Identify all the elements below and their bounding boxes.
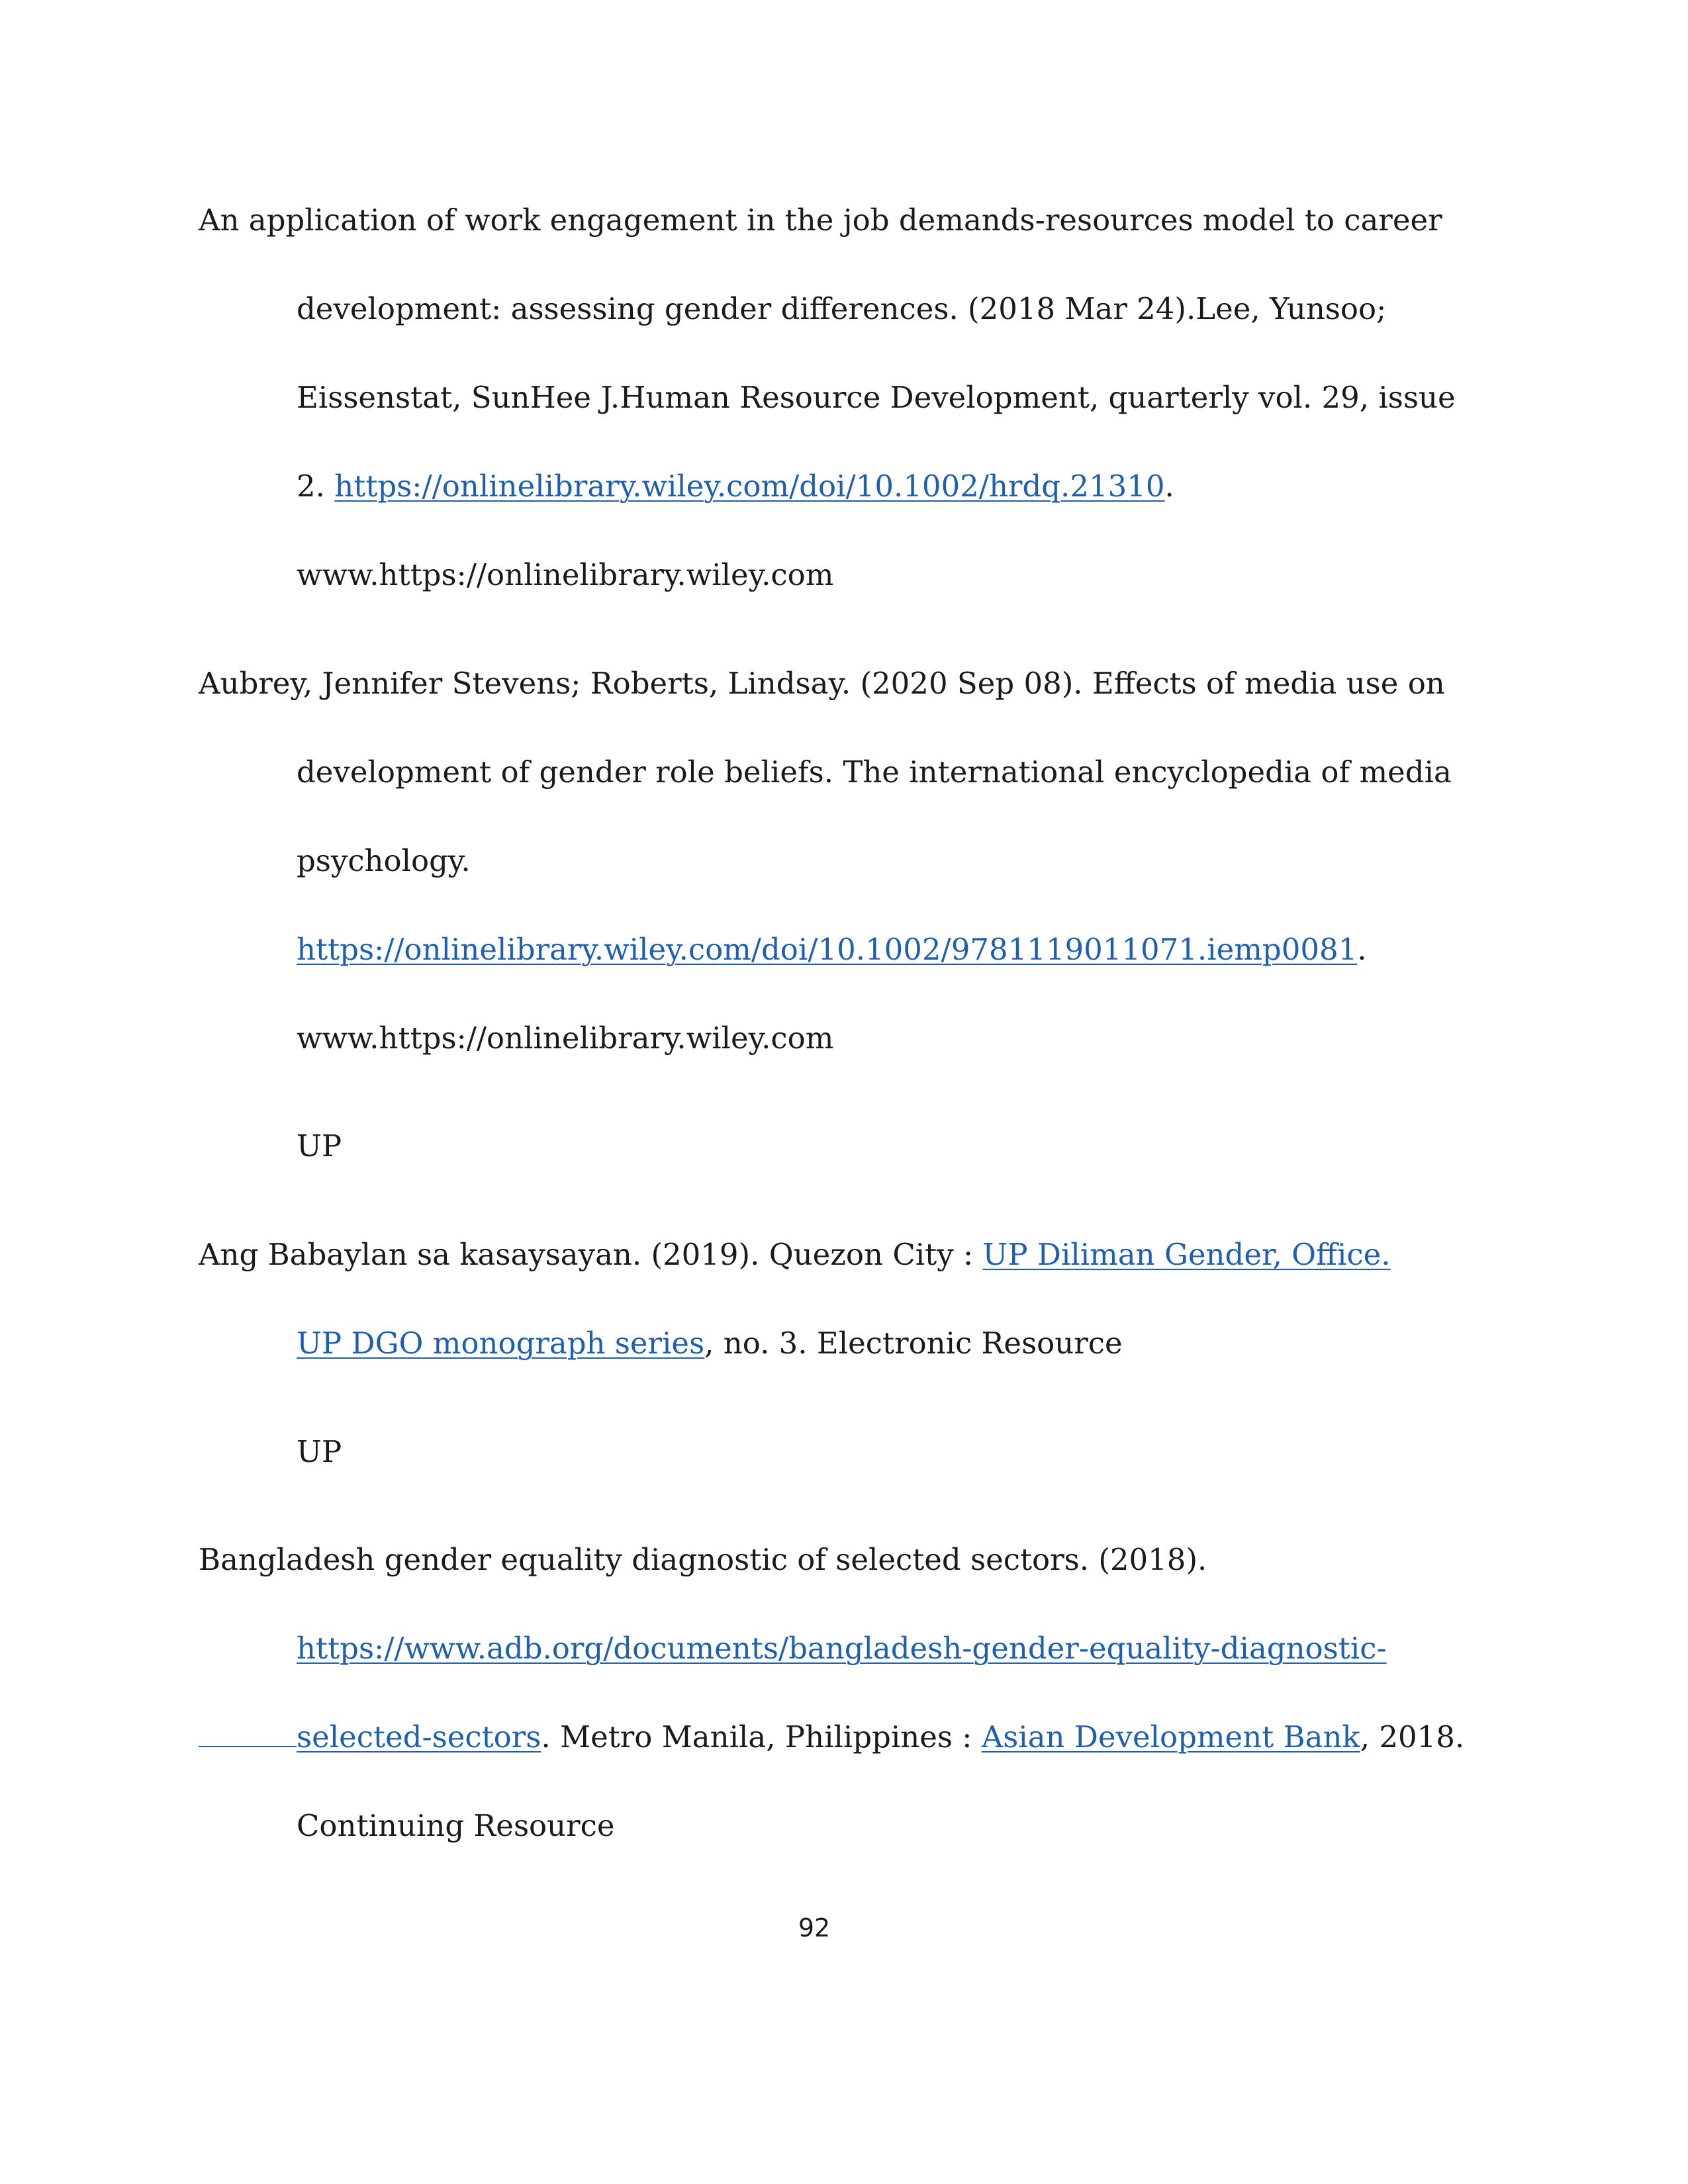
ref4-line1: Bangladesh gender equality diagnostic of selected sectors. (2018). [199,1542,1207,1577]
ref2-line3: psychology. [297,843,471,878]
ref1-line1: An application of work engagement in the job demands-resources model to career [199,203,1442,238]
ref3-line3: UP [297,1434,342,1469]
ref2-doi-link[interactable]: https://onlinelibrary.wiley.com/doi/10.1002/9781119011071.iemp0081 [297,932,1358,967]
ref4-url-link[interactable]: https://www.adb.org/documents/bangladesh-gender-equality-diagnostic- [297,1631,1387,1666]
ref4-line3-suffix: , 2018. [1360,1719,1465,1754]
ref4-line2 [297,1630,1387,1667]
ref3-line2-suffix: , no. 3. Electronic Resource [704,1326,1123,1361]
ref1-line4 [297,468,1174,505]
ref3-line2 [297,1325,1123,1362]
ref1-line5: www.https://onlinelibrary.wiley.com [297,557,834,592]
ref2-line1: Aubrey, Jennifer Stevens; Roberts, Lindsay. (2020 Sep 08). Effects of media use on [199,666,1445,701]
ref4-line4: Continuing Resource [297,1808,615,1843]
ref1-doi-link[interactable]: https://onlinelibrary.wiley.com/doi/10.1002/hrdq.21310 [334,469,1165,504]
ref1-line2: development: assessing gender differences. (2018 Mar 24).Lee, Yunsoo; [297,291,1387,326]
ref2-line4 [297,931,1367,968]
ref1-line4-prefix: 2. [297,469,335,504]
ref2-line6: UP [297,1128,342,1163]
ref4-line3 [199,1719,1464,1756]
ref2-line5: www.https://onlinelibrary.wiley.com [297,1021,834,1056]
ref4-publisher-link[interactable]: Asian Development Bank [981,1719,1360,1754]
ref3-publisher-link[interactable]: UP Diliman Gender, Office. [982,1237,1391,1272]
ref2-line4-suffix: . [1357,932,1367,967]
ref4-link-underline [199,1719,297,1747]
ref3-series-link[interactable]: UP DGO monograph series [297,1326,705,1361]
ref3-line1 [199,1236,1391,1273]
ref3-line1-prefix: Ang Babaylan sa kasaysayan. (2019). Quezon City : [199,1237,983,1272]
page-number: 92 [798,1913,831,1942]
ref2-line2: development of gender role beliefs. The international encyclopedia of media [297,754,1452,790]
ref4-line3-mid: . Metro Manila, Philippines : [541,1719,982,1754]
ref4-url-link-continued[interactable]: selected-sectors [297,1719,541,1754]
ref1-line3: Eissenstat, SunHee J.Human Resource Development, quarterly vol. 29, issue [297,380,1456,415]
ref1-line4-suffix: . [1164,469,1174,504]
